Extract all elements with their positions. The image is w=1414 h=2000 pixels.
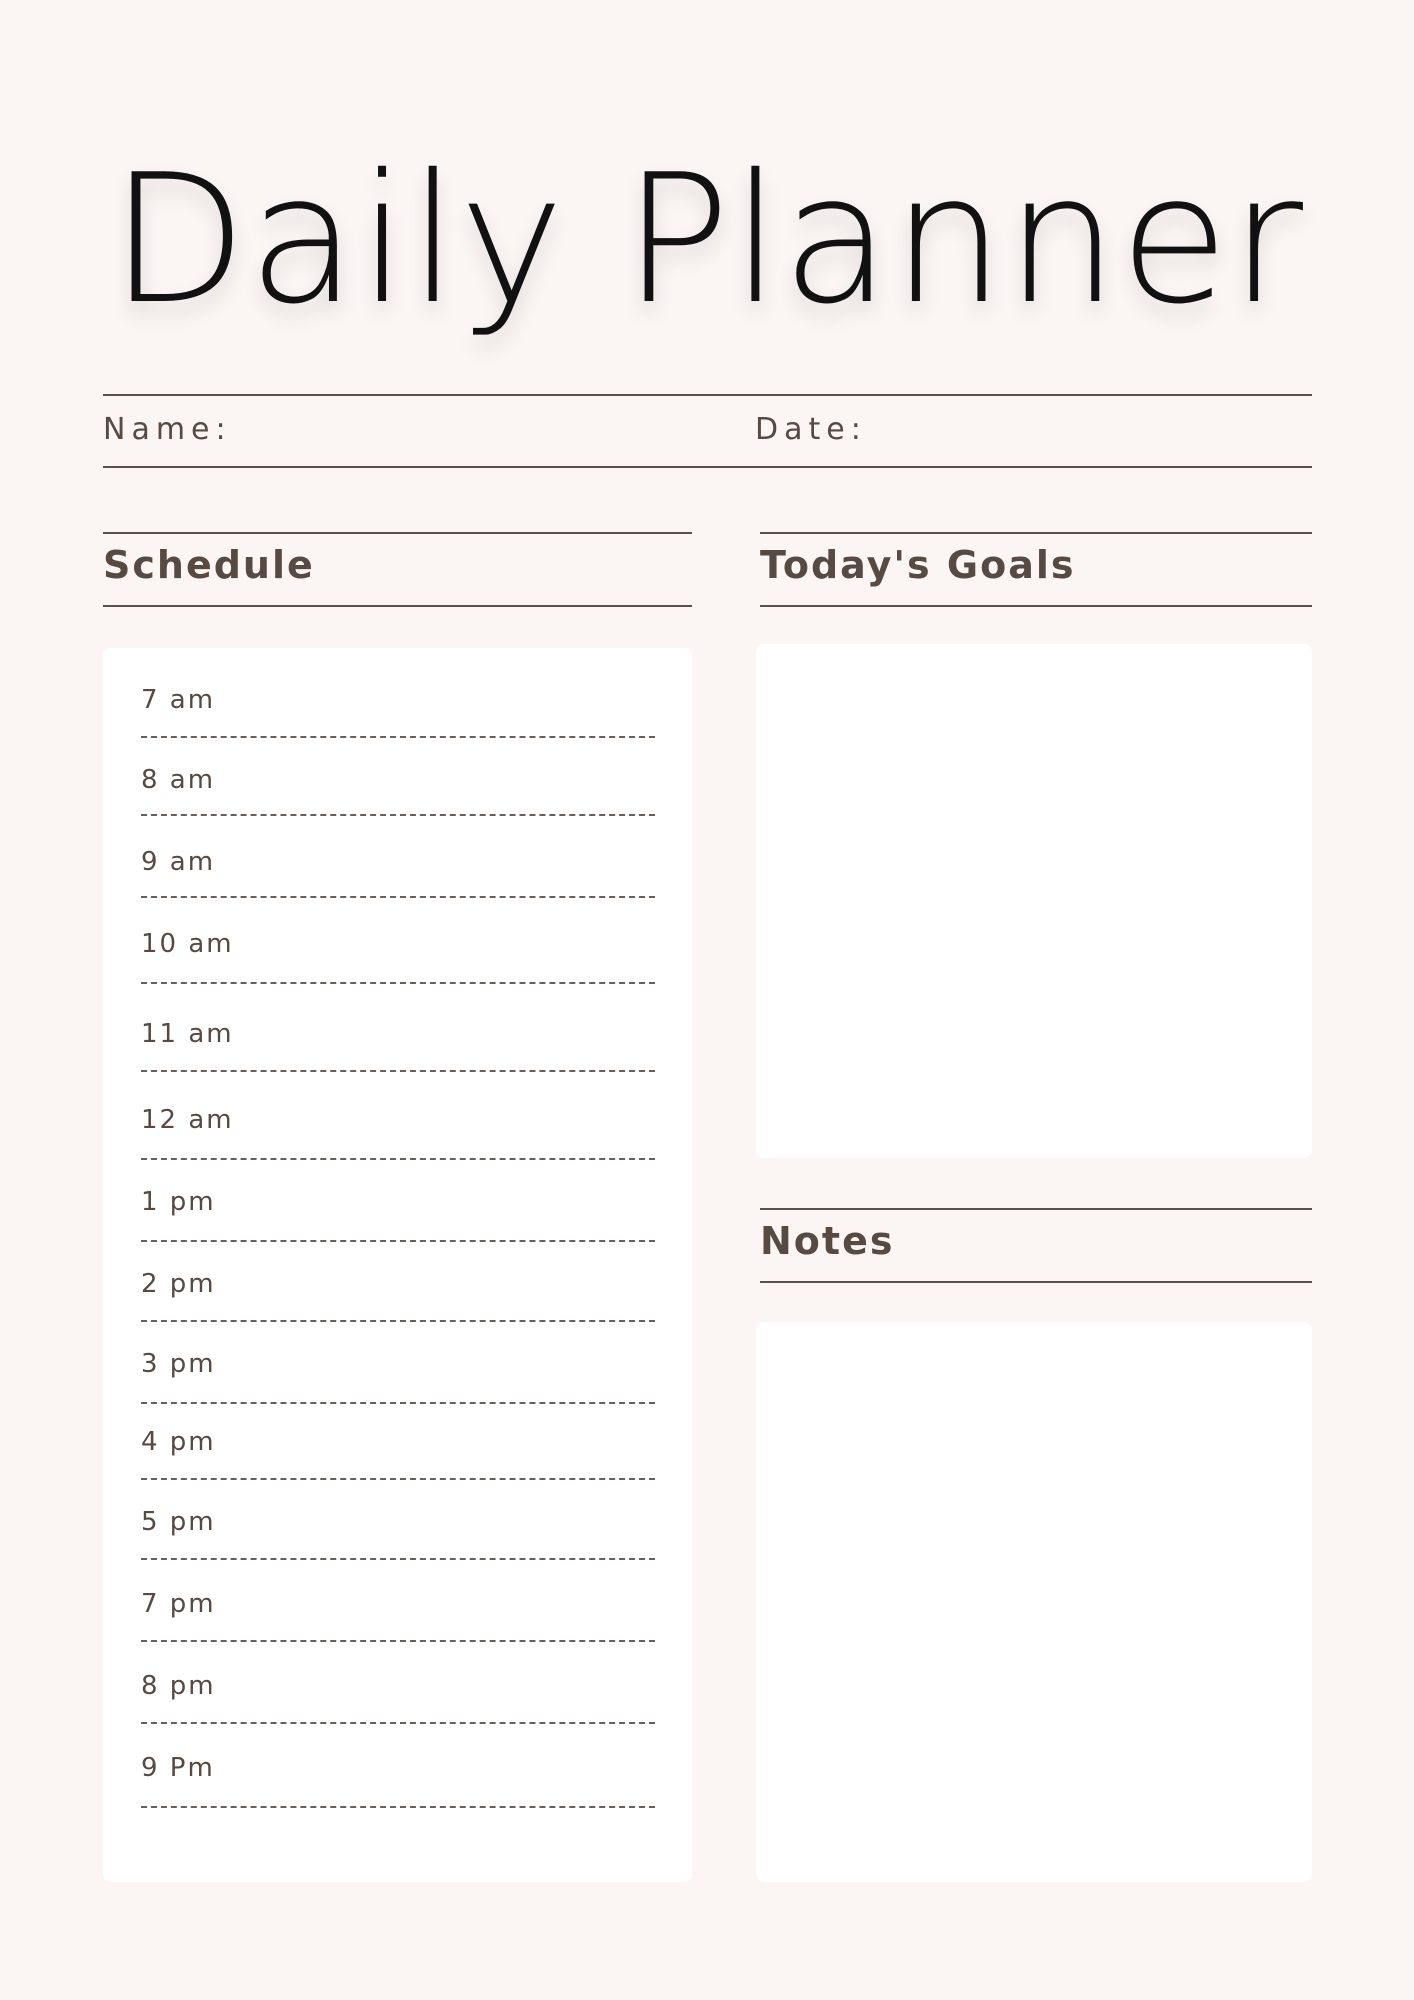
slot-writing-line bbox=[141, 1070, 655, 1072]
date-label: Date: bbox=[755, 412, 867, 447]
slot-writing-line bbox=[141, 982, 655, 984]
slot-writing-line bbox=[141, 1240, 655, 1242]
schedule-slot[interactable] bbox=[141, 1750, 655, 1830]
page-title: Daily Planner bbox=[109, 136, 1305, 343]
slot-time-label: 10 am bbox=[141, 929, 234, 959]
slot-time-label: 7 pm bbox=[141, 1589, 216, 1619]
slot-time-label: 9 am bbox=[141, 847, 216, 877]
schedule-slot[interactable] bbox=[141, 1016, 655, 1096]
schedule-slot[interactable] bbox=[141, 844, 655, 924]
slot-writing-line bbox=[141, 1320, 655, 1322]
slot-time-label: 8 am bbox=[141, 765, 216, 795]
slot-time-label: 12 am bbox=[141, 1105, 234, 1135]
schedule-slot[interactable] bbox=[141, 1266, 655, 1346]
slot-time-label: 2 pm bbox=[141, 1269, 216, 1299]
slot-time-label: 9 Pm bbox=[141, 1753, 215, 1783]
goals-heading-bottom-rule bbox=[760, 605, 1312, 607]
schedule-slot[interactable] bbox=[141, 1346, 655, 1426]
schedule-slot[interactable] bbox=[141, 1102, 655, 1182]
schedule-slot[interactable] bbox=[141, 762, 655, 842]
schedule-slot[interactable] bbox=[141, 1424, 655, 1504]
goals-panel[interactable] bbox=[756, 644, 1312, 1158]
slot-time-label: 4 pm bbox=[141, 1427, 216, 1457]
schedule-slot[interactable] bbox=[141, 1586, 655, 1666]
schedule-heading: Schedule bbox=[103, 543, 315, 587]
schedule-slot[interactable] bbox=[141, 1668, 655, 1748]
header-top-rule bbox=[103, 394, 1312, 396]
goals-heading: Today's Goals bbox=[760, 543, 1076, 587]
slot-time-label: 11 am bbox=[141, 1019, 234, 1049]
schedule-heading-bottom-rule bbox=[103, 605, 692, 607]
slot-time-label: 8 pm bbox=[141, 1671, 216, 1701]
slot-time-label: 1 pm bbox=[141, 1187, 216, 1217]
header-bottom-rule bbox=[103, 466, 1312, 468]
schedule-heading-top-rule bbox=[103, 532, 692, 534]
name-label: Name: bbox=[103, 412, 232, 447]
notes-heading-bottom-rule bbox=[760, 1281, 1312, 1283]
slot-writing-line bbox=[141, 736, 655, 738]
slot-writing-line bbox=[141, 1640, 655, 1642]
notes-panel[interactable] bbox=[756, 1322, 1312, 1882]
slot-time-label: 7 am bbox=[141, 685, 216, 715]
schedule-slot[interactable] bbox=[141, 1184, 655, 1264]
notes-heading: Notes bbox=[760, 1219, 895, 1263]
slot-writing-line bbox=[141, 1558, 655, 1560]
schedule-slot[interactable] bbox=[141, 682, 655, 762]
goals-heading-top-rule bbox=[760, 532, 1312, 534]
slot-writing-line bbox=[141, 896, 655, 898]
slot-writing-line bbox=[141, 1806, 655, 1808]
slot-writing-line bbox=[141, 1402, 655, 1404]
schedule-slot[interactable] bbox=[141, 926, 655, 1006]
slot-writing-line bbox=[141, 1158, 655, 1160]
slot-writing-line bbox=[141, 814, 655, 816]
slot-writing-line bbox=[141, 1478, 655, 1480]
slot-time-label: 5 pm bbox=[141, 1507, 216, 1537]
schedule-slot[interactable] bbox=[141, 1504, 655, 1584]
slot-writing-line bbox=[141, 1722, 655, 1724]
slot-time-label: 3 pm bbox=[141, 1349, 216, 1379]
notes-heading-top-rule bbox=[760, 1208, 1312, 1210]
